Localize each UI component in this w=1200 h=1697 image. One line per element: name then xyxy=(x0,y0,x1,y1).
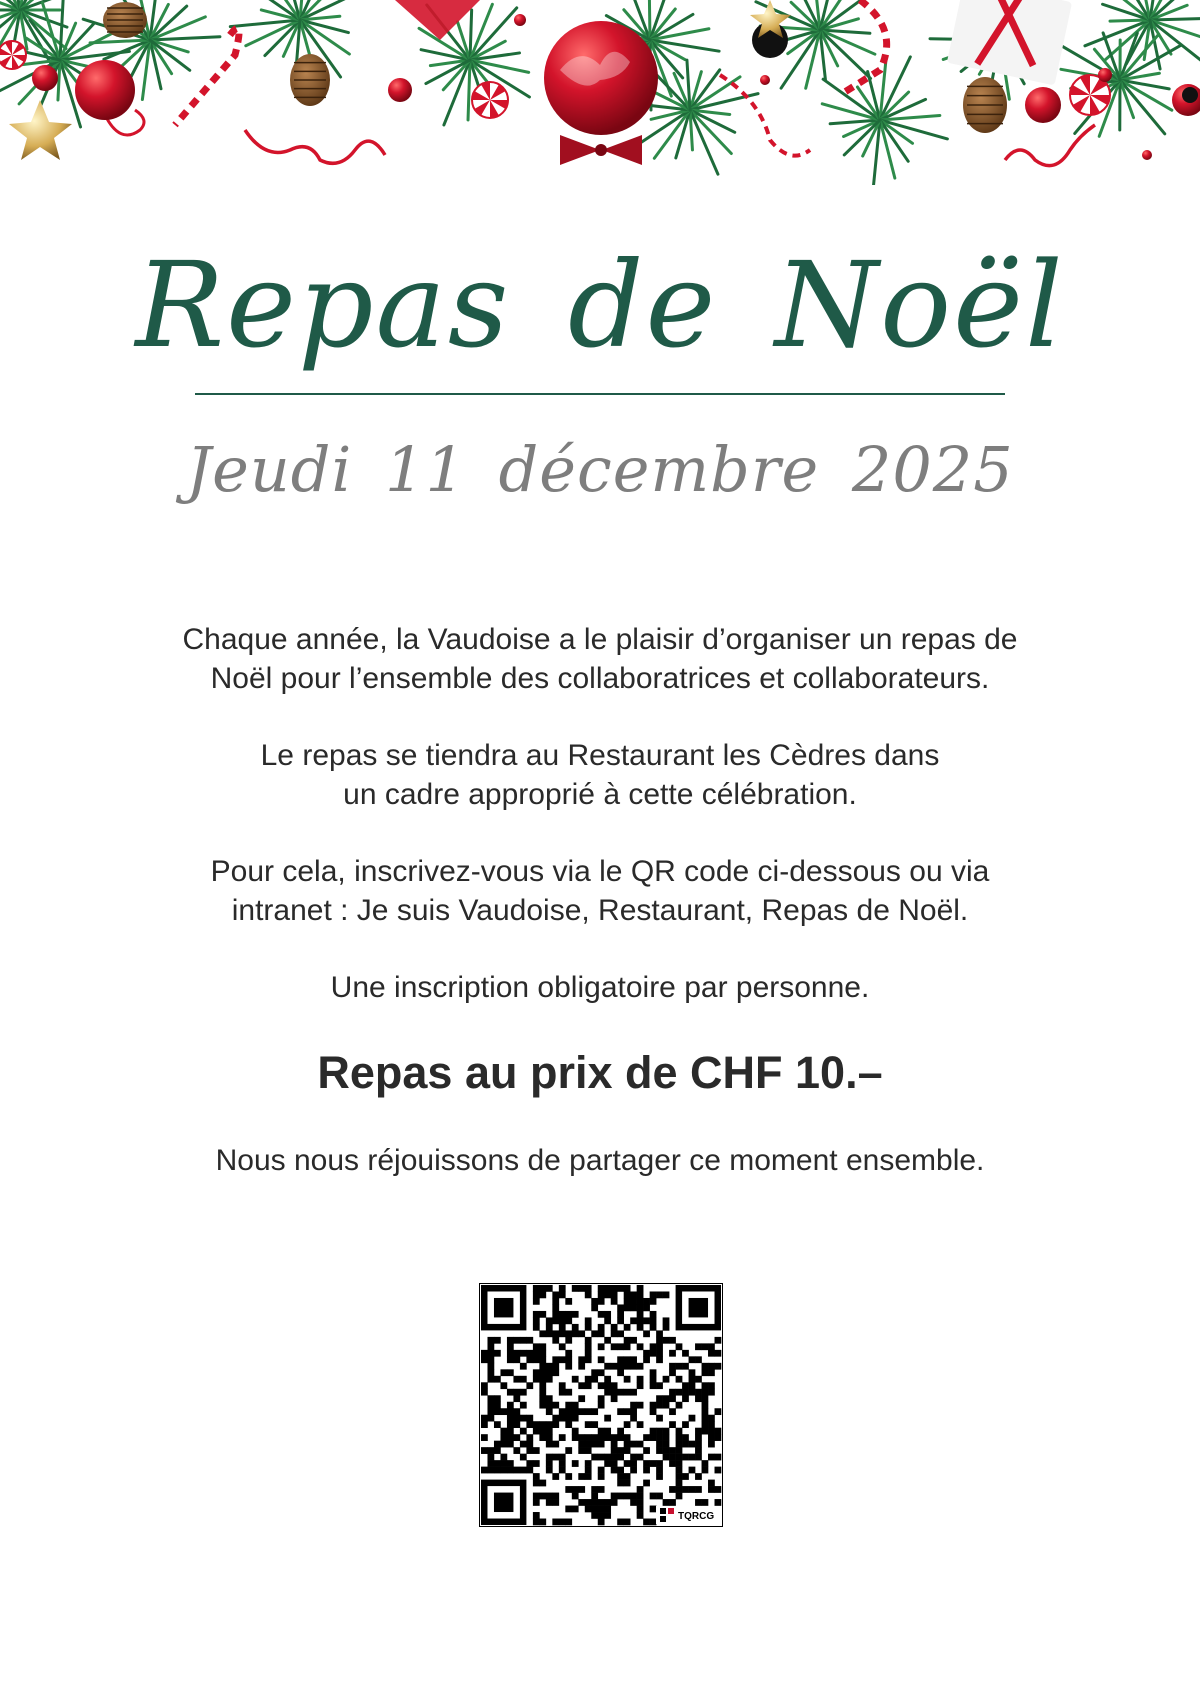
text-line: Chaque année, la Vaudoise a le plaisir d’organiser un repas de xyxy=(182,623,1018,656)
text-line: Pour cela, inscrivez-vous via le QR code ci-dessous ou via xyxy=(210,855,990,888)
peppermint-candy xyxy=(0,41,26,69)
christmas-garland-decoration xyxy=(0,0,1200,185)
peppermint-candy xyxy=(472,82,508,118)
christmas-ball-icon xyxy=(1025,87,1061,123)
text-line: Une inscription obligatoire par personne. xyxy=(330,971,870,1004)
meal-price: Repas au prix de CHF 10.– xyxy=(317,1047,883,1098)
christmas-ball-icon xyxy=(1098,68,1112,82)
pinecone-icon xyxy=(290,54,330,106)
text-line: Le repas se tiendra au Restaurant les Cèdres dans xyxy=(260,739,940,772)
intro-paragraph xyxy=(100,620,1100,698)
venue-paragraph xyxy=(100,736,1100,814)
registration-paragraph xyxy=(100,852,1100,930)
christmas-ball-icon xyxy=(514,14,526,26)
christmas-ball-icon xyxy=(32,65,58,91)
registration-qr-code[interactable] xyxy=(479,1283,723,1527)
christmas-ball-icon xyxy=(760,75,770,85)
text-line: intranet : Je suis Vaudoise, Restaurant, Repas de Noël. xyxy=(231,894,969,927)
christmas-ball-icon xyxy=(1142,150,1152,160)
event-date: Jeudi 11 décembre 2025 xyxy=(186,433,1014,506)
qr-finder-pattern xyxy=(481,1480,526,1525)
invitation-body xyxy=(100,620,1100,1218)
text-line: un cadre approprié à cette célébration. xyxy=(343,778,857,811)
text-line: Noël pour l’ensemble des collaboratrices et collaborateurs. xyxy=(210,662,990,695)
pinecone-icon xyxy=(963,77,1007,133)
text-line: Nous nous réjouissons de partager ce moment ensemble. xyxy=(215,1144,985,1177)
christmas-ball-icon xyxy=(388,78,412,102)
christmas-ball-icon xyxy=(1182,87,1198,103)
qr-finder-pattern xyxy=(481,1285,526,1330)
closing-line xyxy=(100,1141,1100,1180)
mandatory-note xyxy=(100,968,1100,1007)
qr-generator-badge: TQRCG xyxy=(678,1511,715,1522)
qr-code-icon[interactable] xyxy=(480,1284,722,1526)
title-divider xyxy=(195,393,1005,395)
pinecone-icon xyxy=(103,2,147,38)
qr-finder-pattern xyxy=(676,1285,721,1330)
event-title: Repas de Noël xyxy=(135,236,1065,374)
christmas-ball-icon xyxy=(75,60,135,120)
